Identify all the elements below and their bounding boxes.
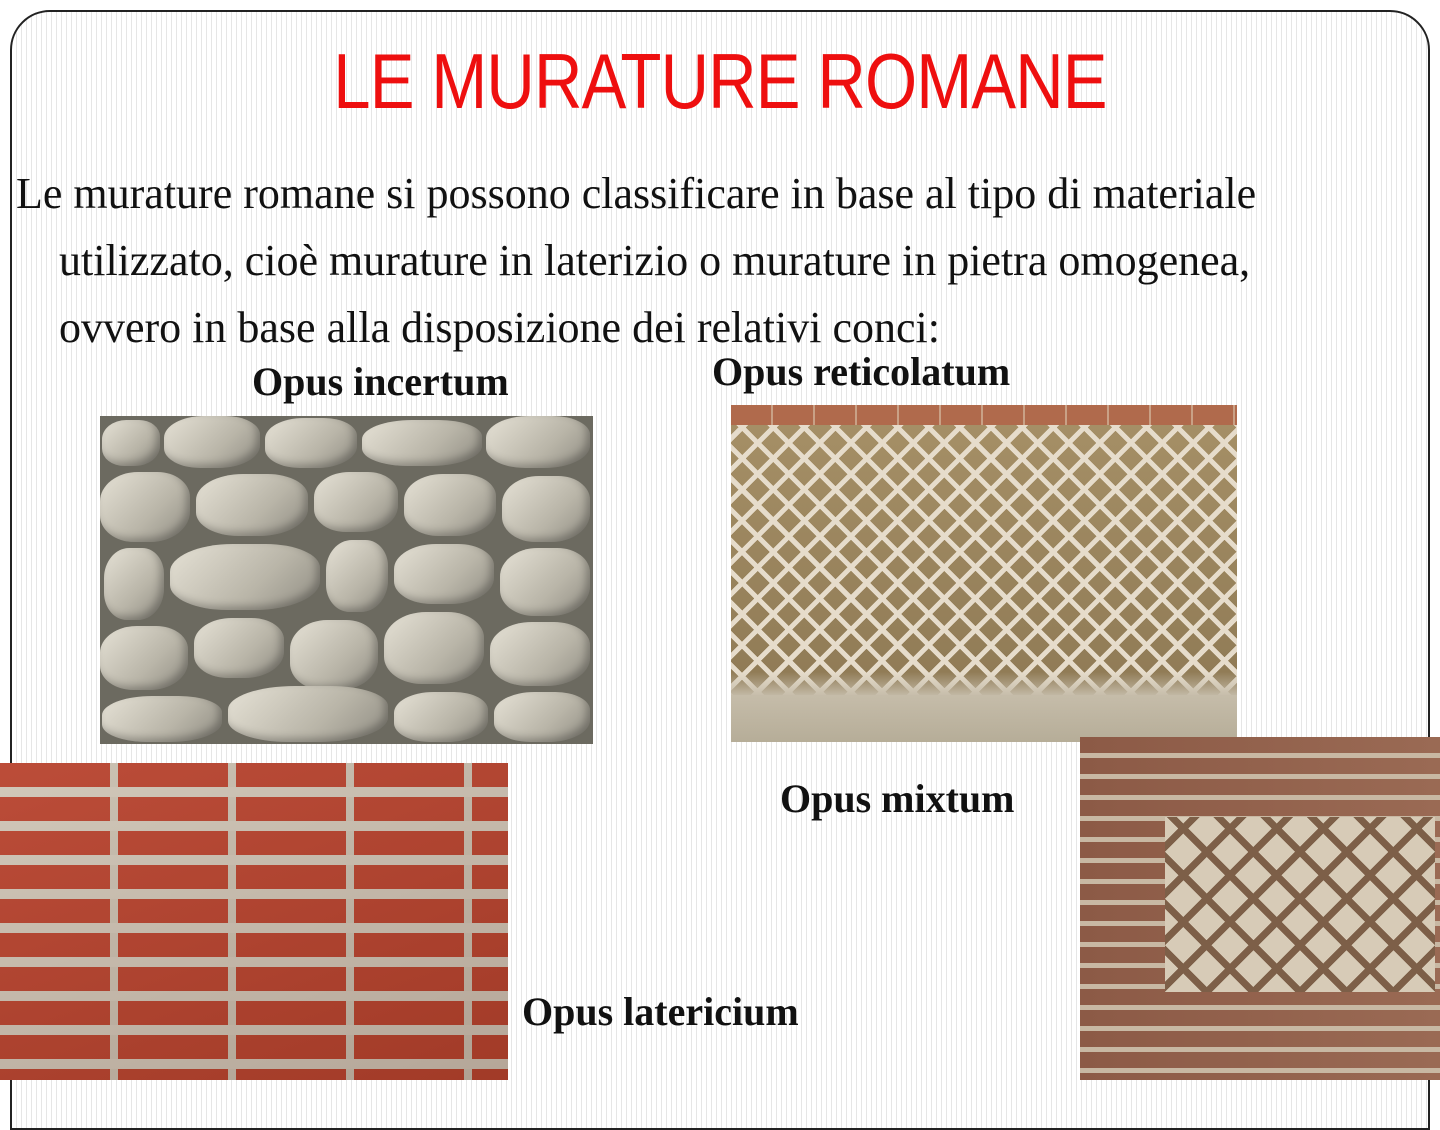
label-opus-reticolatum: Opus reticolatum [712, 349, 1011, 394]
label-opus-incertum: Opus incertum [252, 359, 509, 404]
label-opus-mixtum: Opus mixtum [780, 776, 1015, 821]
opus-incertum-photo [100, 416, 593, 744]
opus-mixtum-photo [1080, 737, 1440, 1080]
opus-reticolatum-photo [731, 405, 1237, 742]
slide-title: LE MURATURE ROMANE [333, 37, 1107, 125]
opus-latericium-photo [0, 763, 508, 1080]
label-opus-latericium: Opus latericium [522, 989, 799, 1034]
intro-paragraph: Le murature romane si possono classificare in base al tipo di materiale utilizzato, cioè murature in laterizio o murature in pietra omogenea, ovvero in base alla disposizione dei relativi conci: [16, 169, 1257, 352]
